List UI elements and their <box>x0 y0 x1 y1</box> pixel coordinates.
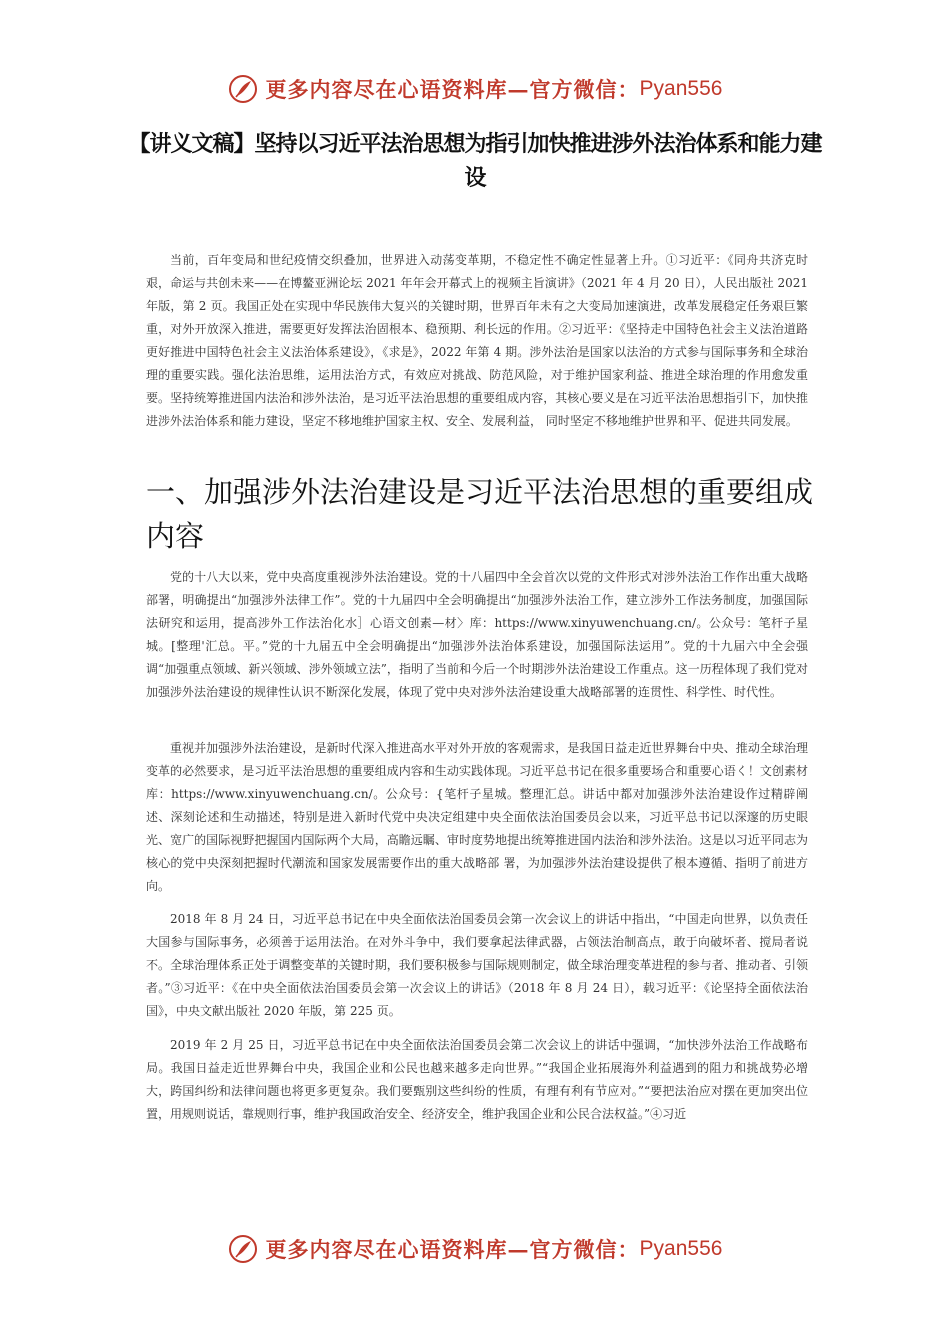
bottom-banner <box>0 1234 950 1264</box>
banner-text: 更多内容尽在心语资料库—官方微信： <box>265 77 640 102</box>
paragraph-1: 党的十八大以来，党中央高度重视涉外法治建设。党的十八届四中全会首次以党的文件形式对涉外法治工作作出重大战略部署，明确提出“加强涉外法律工作”。党的十九届四中全会明确提出“加强涉外法治工作，建立涉外工作法务制度，加强国际法研究和运用，提高涉外工作法治化水］心语文创素—材〉库：https://www.xinyuwenchuang.cn/。公众号：笔杆子星城。[整理'汇总。平。”党的十九届五中全会明确提出“加强涉外法治体系建设，加强国际法运用”。党的十九届六中全会强调“加强重点领域、新兴领域、涉外领域立法”，指明了当前和今后一个时期涉外法治建设工作重点。这一历程体现了我们党对加强涉外法治建设的规律性认识不断深化发展，体现了党中央对涉外法治建设重大战略部署的连贯性、科学性、时代性。 <box>146 570 808 699</box>
document-title: 【讲义文稿】坚持以习近平法治思想为指引加快推进涉外法治体系和能力建设 <box>128 132 822 191</box>
paragraph-4: 2019 年 2 月 25 日，习近平总书记在中央全面依法治国委员会第二次会议上的讲话中强调，“加快涉外法治工作战略布局。我国日益走近世界舞台中央，我国企业和公民也越来越多走向世界。”“我国企业拓展海外利益遇到的阻力和挑战势必增大，跨国纠纷和法律问题也将更多更复杂。我们要甄别这些纠纷的性质，有理有利有节应对。”“要把法治应对摆在更加突出位置，用规则说话，靠规则行事，维护我国政治安全、经济安全，维护我国企业和公民合法权益。”④习近 <box>146 1038 808 1121</box>
banner-wechat-id: Pyan556 <box>639 77 723 100</box>
paragraph-3: 2018 年 8 月 24 日，习近平总书记在中央全面依法治国委员会第一次会议上的讲话中指出，“中国走向世界，以负责任大国参与国际事务，必须善于运用法治。在对外斗争中，我们要拿起法律武器，占领法治制高点，敢于向破坏者、搅局者说不。全球治理体系正处于调整变革的关键时期，我们要积极参与国际规则制定，做全球治理变革进程的参与者、推动者、引领者。”③习近平：《在中央全面依法治国委员会第一次会议上的讲话》（2018 年 8 月 24 日），载习近平：《论坚持全面依法治国》，中央文献出版社 2020 年版，第 225 页。 <box>146 912 808 1018</box>
paragraph-intro: 当前，百年变局和世纪疫情交织叠加，世界进入动荡变革期，不稳定性不确定性显著上升。①习近平：《同舟共济克时艰，命运与共创未来——在博鳌亚洲论坛 2021 年年会开幕式上的视频主旨演讲》（2021 年 4 月 20 日），人民出版社 2021 年版，第 2 页。我国正处在实现中华民族伟大复兴的关键时期，世界百年未有之大变局加速演进，改革发展稳定任务艰巨繁重，对外开放深入推进，需要更好发挥法治固根本、稳预期、利长远的作用。②习近平：《坚持走中国特色社会主义法治道路 更好推进中国特色社会主义法治体系建设》，《求是》，2022 年第 4 期。涉外法治是国家以法治的方式参与国际事务和全球治理的重要实践。强化法治思维，运用法治方式，有效应对挑战、防范风险，对于维护国家利益、推进全球治理的作用愈发重要。坚持统筹推进国内法治和涉外法治，是习近平法治思想的重要组成内容，其核心要义是在习近平法治思想指引下，加快推进涉外法治体系和能力建设，坚定不移地维护国家主权、安全、发展利益， 同时坚定不移地维护世界和平、促进共同发展。 <box>146 253 808 428</box>
paragraph-2: 重视并加强涉外法治建设，是新时代深入推进高水平对外开放的客观需求，是我国日益走近世界舞台中央、推动全球治理变革的必然要求，是习近平法治思想的重要组成内容和生动实践体现。习近平总书记在很多重要场合和重要心语く！文创素材库：https://www.xinyuwenchuang.cn/。公众号：{笔杆子星城。整理汇总。讲话中都对加强涉外法治建设作过精辟阐述、深刻论述和生动描述，特别是进入新时代党中央决定组建中央全面依法治国委员会以来，习近平总书记以深邃的历史眼光、宽广的国际视野把握国内国际两个大局，高瞻远瞩、审时度势地提出统筹推进国内法治和涉外法治。这是以习近平同志为核心的党中央深刻把握时代潮流和国家发展需要作出的重大战略部 署，为加强涉外法治建设提供了根本遵循、指明了前进方向。 <box>146 741 808 893</box>
feather-logo-icon <box>228 74 258 104</box>
feather-logo-icon <box>228 1234 258 1264</box>
banner-text: 更多内容尽在心语资料库—官方微信： <box>265 1237 640 1262</box>
section-heading: 一、加强涉外法治建设是习近平法治思想的重要组成内容 <box>146 475 814 553</box>
top-banner <box>0 74 950 104</box>
banner-wechat-id: Pyan556 <box>639 1237 723 1260</box>
